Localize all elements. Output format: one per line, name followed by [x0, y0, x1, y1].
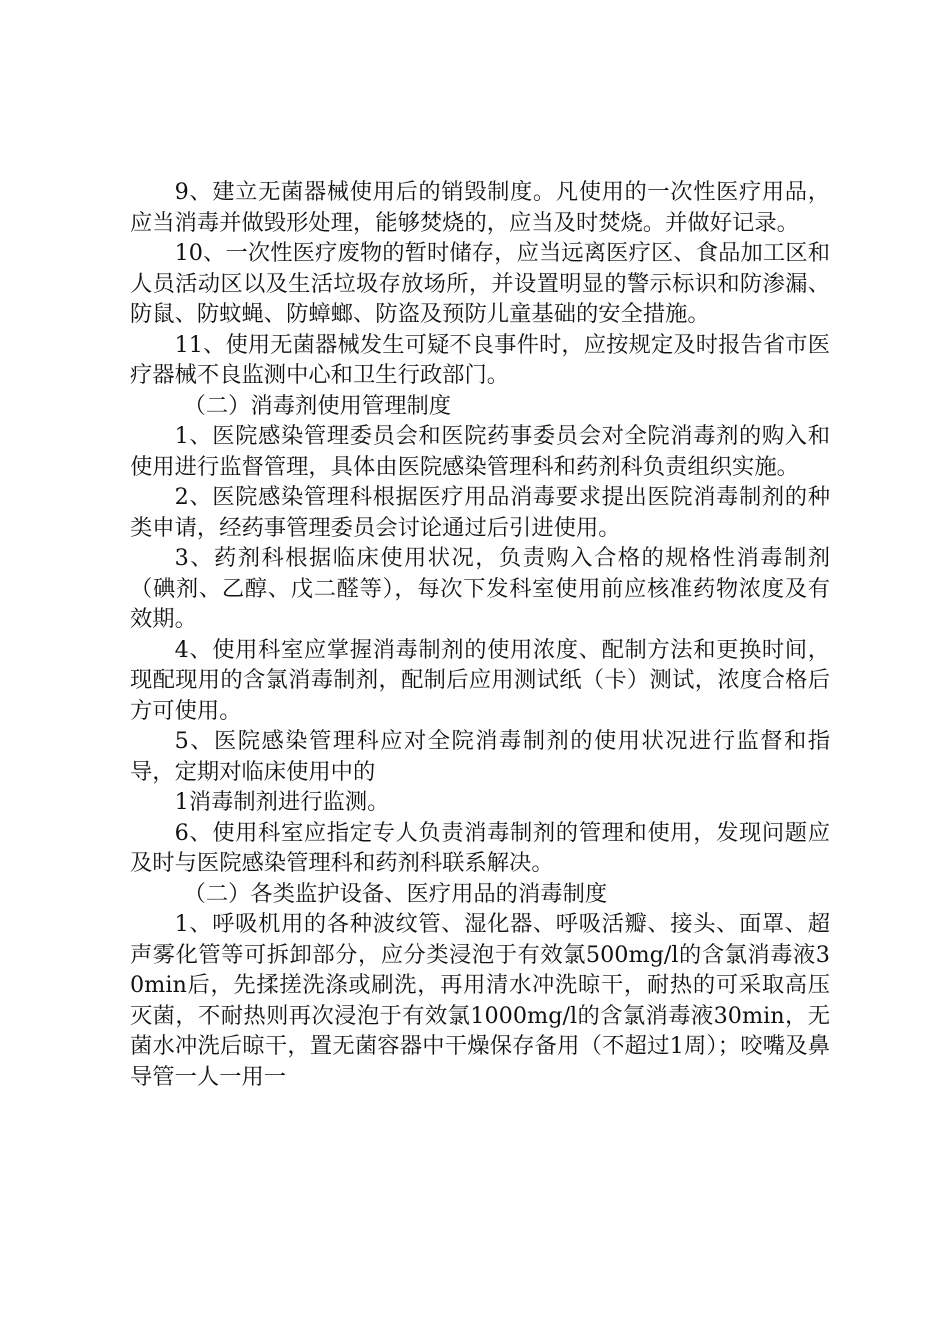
paragraph-disinfectant-5-continued: 1消毒制剂进行监测。	[174, 789, 390, 815]
section-heading-disinfectant: （二）消毒剂使用管理制度	[183, 392, 452, 419]
paragraph-item-10: 10、一次性医疗废物的暂时储存，应当远离医疗区、食品加工区和人员活动区以及生活垃圾存放场所，并设置明显的警示标识和防渗漏、防鼠、防蚊蝇、防蟑螂、防盗及预防儿童基础的安全措施。	[130, 240, 830, 327]
paragraph-disinfectant-3: 3、药剂科根据临床使用状况，负责购入合格的规格性消毒制剂（碘剂、乙醇、戊二醛等），每次下发科室使用前应核准药物浓度及有效期。	[130, 545, 830, 632]
paragraph-disinfectant-1: 1、医院感染管理委员会和医院药事委员会对全院消毒剂的购入和使用进行监督管理，具体由医院感染管理科和药剂科负责组织实施。	[130, 423, 830, 480]
paragraph-item-11: 11、使用无菌器械发生可疑不良事件时，应按规定及时报告省市医疗器械不良监测中心和卫生行政部门。	[130, 331, 830, 388]
paragraph-item-9: 9、建立无菌器械使用后的销毁制度。凡使用的一次性医疗用品，应当消毒并做毁形处理，能够焚烧的，应当及时焚烧。并做好记录。	[130, 179, 830, 236]
section-heading-equipment: （二）各类监护设备、医疗用品的消毒制度	[183, 880, 608, 907]
document-page	[130, 177, 830, 1092]
paragraph-disinfectant-4: 4、使用科室应掌握消毒制剂的使用浓度、配制方法和更换时间，现配现用的含氯消毒制剂，配制后应用测试纸（卡）测试，浓度合格后方可使用。	[130, 636, 830, 724]
paragraph-disinfectant-5: 5、医院感染管理科应对全院消毒制剂的使用状况进行监督和指导，定期对临床使用中的	[130, 728, 830, 785]
paragraph-equipment-1: 1、呼吸机用的各种波纹管、湿化器、呼吸活瓣、接头、面罩、超声雾化管等可拆卸部分，应分类浸泡于有效氯500mg/l的含氯消毒液30min后，先揉搓洗涤或刷洗，再用清水冲洗晾干，耐热的可采取高压灭菌，不耐热则再次浸泡于有效氯1000mg/l的含氯消毒液30min，无菌水冲洗后晾干，置无菌容器中干燥保存备用（不超过1周）；咬嘴及鼻导管一人一用一	[130, 911, 830, 1090]
paragraph-disinfectant-6: 6、使用科室应指定专人负责消毒制剂的管理和使用，发现问题应及时与医院感染管理科和药剂科联系解决。	[130, 819, 830, 876]
paragraph-disinfectant-2: 2、医院感染管理科根据医疗用品消毒要求提出医院消毒制剂的种类申请，经药事管理委员会讨论通过后引进使用。	[130, 484, 830, 541]
